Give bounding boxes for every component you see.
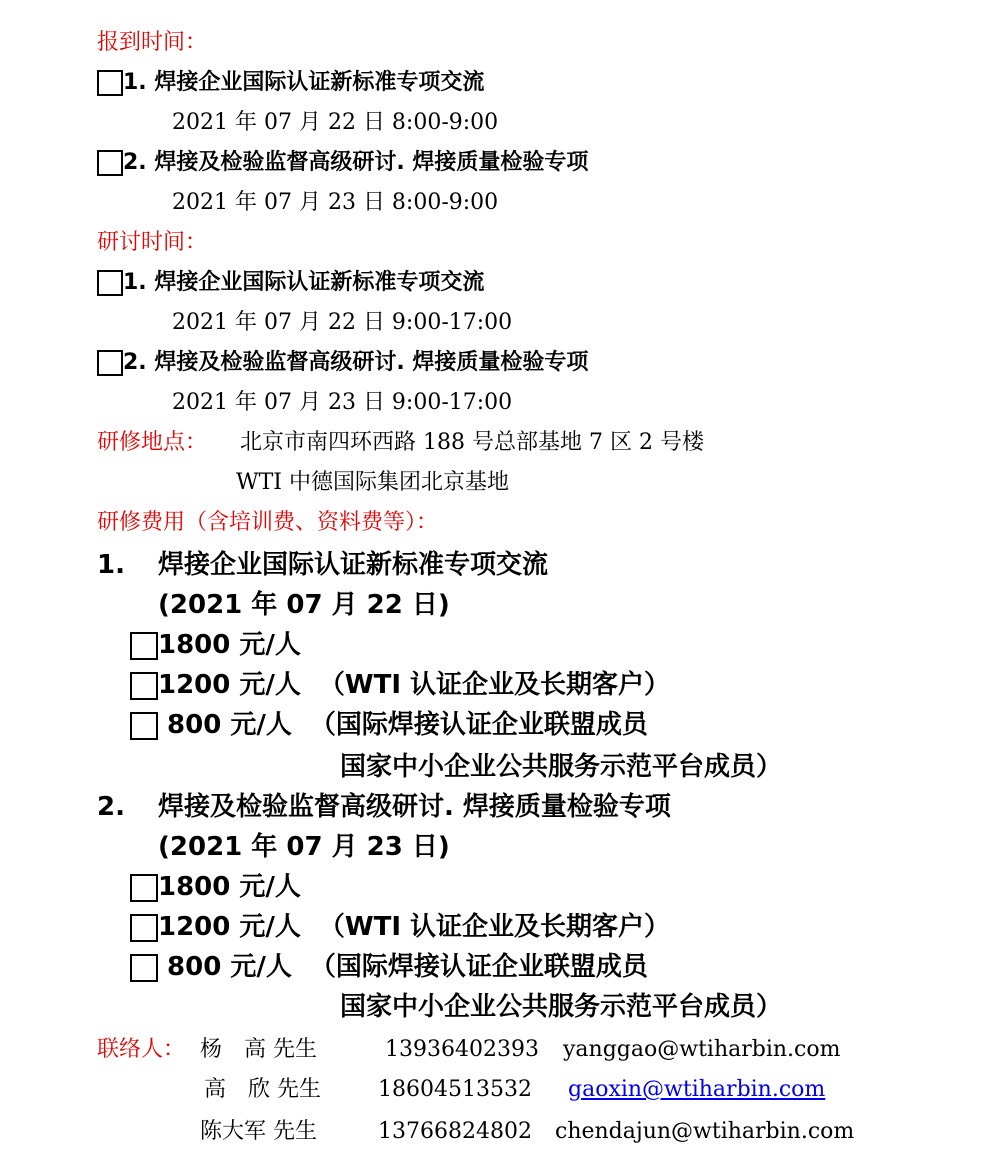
seminar-item-2 [97, 348, 588, 378]
registration-item-2-label: 2. 焊接及检验监督高级研讨. 焊接质量检验专项 [123, 150, 589, 175]
contact-2-name: 高 欣 先生 [204, 1077, 321, 1102]
registration-item-2-time: 2021 年 07 月 23 日 8:00-9:00 [172, 190, 499, 215]
contact-3-email: chendajun@wtiharbin.com [555, 1119, 855, 1144]
contact-2-email-link[interactable]: gaoxin@wtiharbin.com [568, 1077, 826, 1102]
fees-heading: 研修费用（含培训费、资料费等）： [97, 510, 439, 535]
fee-note: （国际焊接认证企业联盟成员 [309, 952, 648, 982]
checkbox[interactable] [130, 954, 158, 982]
fee-section-1-option-1 [130, 628, 301, 662]
fee-price: 800 元/人 [158, 952, 292, 982]
seminar-item-2-label: 2. 焊接及检验监督高级研讨. 焊接质量检验专项 [123, 350, 589, 375]
seminar-item-1 [97, 268, 484, 298]
fee-section-1-title: 焊接企业国际认证新标准专项交流 [158, 550, 549, 580]
checkbox[interactable] [97, 70, 123, 96]
fee-price: 1200 元/人 [158, 912, 301, 942]
fee-section-2-title: 焊接及检验监督高级研讨. 焊接质量检验专项 [158, 792, 671, 822]
contact-2-phone: 18604513532 [378, 1077, 532, 1102]
contact-1-phone: 13936402393 [385, 1037, 539, 1062]
contacts-heading: 联络人： [97, 1037, 186, 1062]
registration-heading: 报到时间： [97, 30, 208, 55]
registration-item-2 [97, 148, 588, 178]
contact-3-phone: 13766824802 [378, 1119, 532, 1144]
fee-note: （WTI 认证企业及长期客户） [318, 670, 671, 700]
fee-note: （国际焊接认证企业联盟成员 [309, 710, 648, 740]
venue-name: WTI 中德国际集团北京基地 [236, 470, 509, 495]
seminar-item-1-label: 1. 焊接企业国际认证新标准专项交流 [123, 270, 485, 295]
fee-section-1-option-3 [130, 708, 648, 742]
checkbox[interactable] [97, 350, 123, 376]
registration-item-1-time: 2021 年 07 月 22 日 8:00-9:00 [172, 110, 499, 135]
checkbox[interactable] [130, 712, 158, 740]
registration-item-1 [97, 68, 484, 98]
fee-note: （WTI 认证企业及长期客户） [318, 912, 671, 942]
fee-section-1-date: (2021 年 07 月 22 日) [158, 590, 450, 620]
checkbox[interactable] [97, 150, 123, 176]
checkbox[interactable] [130, 672, 158, 700]
checkbox[interactable] [130, 632, 158, 660]
venue-heading: 研修地点： [97, 430, 208, 455]
seminar-item-2-time: 2021 年 07 月 23 日 9:00-17:00 [172, 390, 513, 415]
checkbox[interactable] [130, 914, 158, 942]
fee-section-2-option-3 [130, 950, 648, 984]
fee-price: 1800 元/人 [158, 630, 301, 660]
contact-1-email: yanggao@wtiharbin.com [563, 1037, 841, 1062]
contact-3-name: 陈大军 先生 [200, 1119, 317, 1144]
fee-section-2-option-1 [130, 870, 301, 904]
fee-section-2-option-2 [130, 910, 670, 944]
seminar-heading: 研讨时间： [97, 230, 208, 255]
fee-price: 800 元/人 [158, 710, 292, 740]
fee-price: 1200 元/人 [158, 670, 301, 700]
fee-price: 1800 元/人 [158, 872, 301, 902]
fee-section-1-note-cont: 国家中小企业公共服务示范平台成员） [340, 752, 783, 782]
seminar-item-1-time: 2021 年 07 月 22 日 9:00-17:00 [172, 310, 513, 335]
venue-address: 北京市南四环西路 188 号总部基地 7 区 2 号楼 [240, 430, 704, 455]
registration-item-1-label: 1. 焊接企业国际认证新标准专项交流 [123, 70, 485, 95]
checkbox[interactable] [97, 270, 123, 296]
contact-1-name: 杨 高 先生 [200, 1037, 317, 1062]
fee-section-2-note-cont: 国家中小企业公共服务示范平台成员） [340, 992, 783, 1022]
fee-section-2-date: (2021 年 07 月 23 日) [158, 832, 450, 862]
fee-section-1-option-2 [130, 668, 670, 702]
fee-section-1-number: 1. [97, 550, 125, 580]
checkbox[interactable] [130, 874, 158, 902]
fee-section-2-number: 2. [97, 792, 125, 822]
